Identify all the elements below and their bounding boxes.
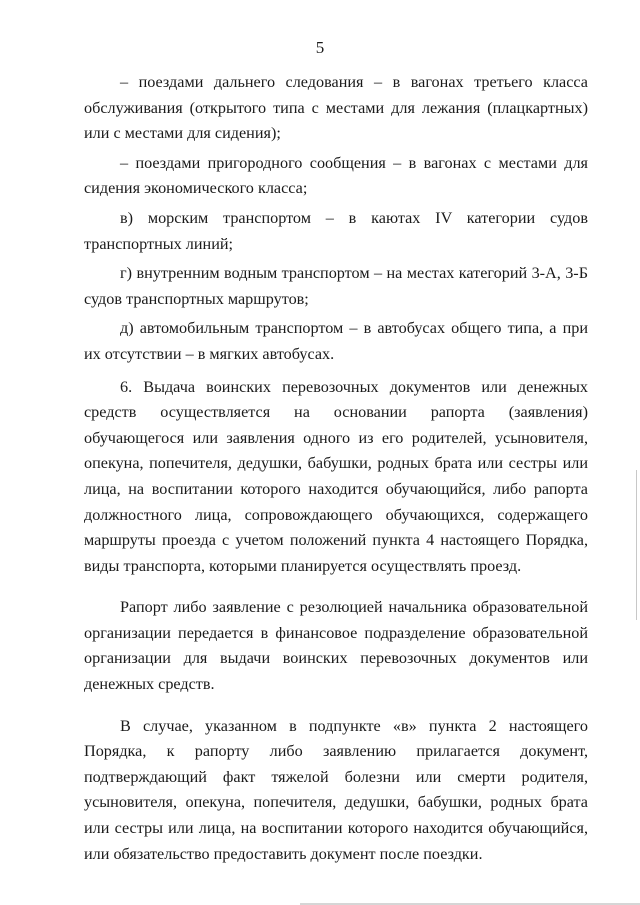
paragraph-road-transport: д) автомобильным транспортом – в автобусах общего типа, а при их отсутствии – в мягких автобусах. <box>84 319 588 363</box>
paragraph-supporting-document: В случае, указанном в подпункте «в» пункта 2 настоящего Порядка, к рапорту либо заявлению прилагается документ, подтверждающий факт тяжелой болезни или смерти родителя, усыновителя, опекуна, попечителя, дедушки, бабушки, родных брата или сестры или лица, на воспитании которого находится обучающийся, или обязательство предоставить документ после поездки. <box>84 716 588 863</box>
paragraph-report-resolution: Рапорт либо заявление с резолюцией начальника образовательной организации передается в финансовое подразделение образовательной организации для выдачи воинских перевозочных документов или денежных средств. <box>84 598 588 694</box>
document-body <box>84 70 588 867</box>
paragraph-sea-transport: в) морским транспортом – в каютах IV категории судов транспортных линий; <box>84 208 588 253</box>
paragraph-item-6: 6. Выдача воинских перевозочных документов или денежных средств осуществляется на основании рапорта (заявления) обучающегося или заявления одного из его родителей, усыновителя, опекуна, попечителя, дедушки, бабушки, родных брата или сестры или лица, на воспитании которого находится обучающийся, либо рапорта должностного лица, сопровождающего обучающихся, содержащего маршруты проезда с учетом положений пункта 4 настоящего Порядка, виды транспорта, которыми планируется осуществлять проезд. <box>84 377 588 575</box>
paragraph-inland-water-transport: г) внутренним водным транспортом – на местах категорий 3-А, 3-Б судов транспортных маршрутов; <box>84 264 588 308</box>
paragraph-suburban-trains: – поездами пригородного сообщения – в вагонах с местами для сидения экономического класса; <box>84 153 588 198</box>
scan-edge-mark <box>636 470 637 620</box>
page-number: 5 <box>315 38 325 57</box>
paragraph-long-distance-trains: – поездами дальнего следования – в вагонах третьего класса обслуживания (открытого типа с местами для лежания (плацкартных) или с местами для сидения); <box>84 73 588 143</box>
